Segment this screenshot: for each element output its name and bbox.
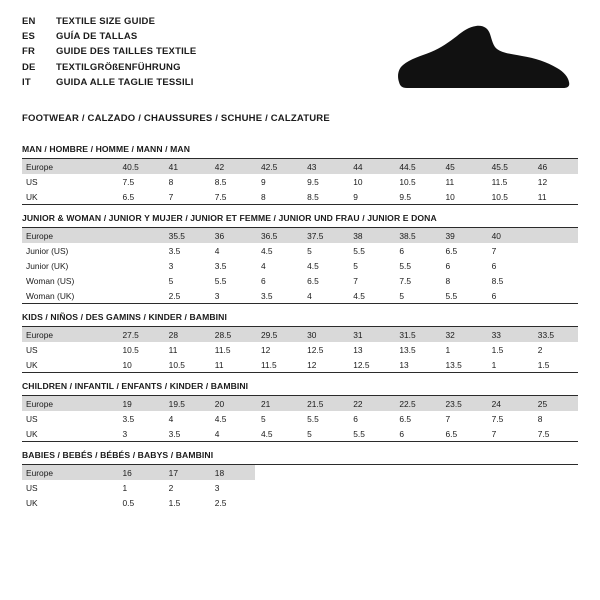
cell: 11.5 xyxy=(260,359,277,370)
cell: 10.5 xyxy=(122,344,139,355)
cell xyxy=(440,465,486,480)
cell: 3 xyxy=(122,428,128,439)
language-code: FR xyxy=(22,46,36,58)
row-label: US xyxy=(26,176,38,187)
row-label: US xyxy=(26,482,38,493)
cell: 10.5 xyxy=(491,191,508,202)
cell: 12 xyxy=(307,359,317,370)
cell: 20 xyxy=(209,396,255,411)
row-label: UK xyxy=(26,497,38,508)
cell: 2 xyxy=(537,344,543,355)
cell: 42.5 xyxy=(255,159,301,174)
cell: 2.5 xyxy=(214,497,227,508)
row-label: UK xyxy=(26,359,38,370)
cell: 6 xyxy=(491,290,497,301)
cell: 40 xyxy=(486,228,532,243)
cell: 7 xyxy=(491,245,497,256)
cell: 4.5 xyxy=(214,413,227,424)
cell: 3.5 xyxy=(260,290,273,301)
cell: 12.5 xyxy=(353,359,370,370)
cell: 5.5 xyxy=(353,245,365,256)
cell xyxy=(347,465,393,480)
row-label: Junior (US) xyxy=(26,245,69,256)
table-row xyxy=(22,288,578,303)
group-title: BABIES / BEBÉS / BÉBÉS / BABYS / BAMBINI xyxy=(22,450,578,465)
cell: 38.5 xyxy=(393,228,439,243)
cell: 6.5 xyxy=(445,428,458,439)
cell xyxy=(255,480,301,495)
cell xyxy=(347,480,393,495)
cell: 0.5 xyxy=(122,497,135,508)
cell: 4 xyxy=(168,413,174,424)
cell: 10.5 xyxy=(399,176,416,187)
group-title: JUNIOR & WOMAN / JUNIOR Y MUJER / JUNIOR ET FEMME / JUNIOR UND FRAU / JUNIOR E DONA xyxy=(22,213,578,228)
cell: 6.5 xyxy=(445,245,458,256)
cell: 4 xyxy=(307,290,312,301)
cell: 5.5 xyxy=(353,428,365,439)
table-row xyxy=(22,396,578,411)
language-code: EN xyxy=(22,16,36,27)
cell: 8 xyxy=(168,176,174,187)
cell: 35.5 xyxy=(163,228,209,243)
cell: 9 xyxy=(260,176,266,187)
row-label: Junior (UK) xyxy=(26,260,69,271)
table-row xyxy=(22,228,578,243)
cell: 3.5 xyxy=(122,413,135,424)
cell xyxy=(532,465,578,480)
language-list xyxy=(22,14,352,90)
table-row xyxy=(22,243,578,258)
cell: 7 xyxy=(353,275,358,286)
cell: 33 xyxy=(486,327,532,342)
cell: 9.5 xyxy=(399,191,412,202)
cell: 19 xyxy=(117,396,163,411)
cell: 7.5 xyxy=(537,428,550,439)
cell: 8.5 xyxy=(491,275,504,286)
cell: 4.5 xyxy=(307,260,319,271)
cell xyxy=(347,495,393,510)
cell: 8.5 xyxy=(307,191,319,202)
cell: 32 xyxy=(440,327,486,342)
cell: 6.5 xyxy=(399,413,412,424)
cell: 6 xyxy=(260,275,266,286)
cell: 40.5 xyxy=(117,159,163,174)
cell: 5.5 xyxy=(399,260,412,271)
cell: 28 xyxy=(163,327,209,342)
cell: 6 xyxy=(399,428,405,439)
cell: 1.5 xyxy=(168,497,181,508)
cell: 36 xyxy=(209,228,255,243)
cell: 21.5 xyxy=(301,396,347,411)
size-table xyxy=(22,465,578,510)
divider xyxy=(22,303,578,304)
cell: 3 xyxy=(168,260,174,271)
cell: 10 xyxy=(353,176,363,187)
cell: 4.5 xyxy=(260,245,273,256)
cell: 44 xyxy=(347,159,393,174)
cell: 13 xyxy=(399,359,409,370)
language-code: DE xyxy=(22,61,36,73)
cell xyxy=(440,495,486,510)
size-group-babies xyxy=(22,450,578,510)
cell: 7 xyxy=(168,191,174,202)
cell: 13.5 xyxy=(399,344,416,355)
cell xyxy=(301,495,347,510)
cell: 7 xyxy=(491,428,497,439)
table-row xyxy=(22,327,578,342)
group-title: CHILDREN / INFANTIL / ENFANTS / KINDER / BAMBINI xyxy=(22,381,578,396)
cell: 29.5 xyxy=(255,327,301,342)
size-table xyxy=(22,396,578,441)
cell: 10 xyxy=(122,359,132,370)
cell: 5 xyxy=(168,275,174,286)
size-table xyxy=(22,228,578,303)
cell xyxy=(532,495,578,510)
cell: 37.5 xyxy=(301,228,347,243)
language-code: ES xyxy=(22,31,36,43)
cell: 1 xyxy=(491,359,497,370)
cell: 6 xyxy=(491,260,497,271)
language-title: GUIDE DES TAILLES TEXTILE xyxy=(56,46,197,58)
group-title: KIDS / NIÑOS / DES GAMINS / KINDER / BAMBINI xyxy=(22,312,578,327)
cell: 46 xyxy=(532,159,578,174)
cell xyxy=(301,465,347,480)
cell xyxy=(393,465,439,480)
cell xyxy=(440,480,486,495)
cell: 38 xyxy=(347,228,393,243)
cell: 43 xyxy=(301,159,347,174)
cell: 18 xyxy=(209,465,255,480)
table-row xyxy=(22,480,578,495)
cell xyxy=(255,465,301,480)
cell: 39 xyxy=(440,228,486,243)
row-label: US xyxy=(26,413,38,424)
cell xyxy=(117,228,163,243)
cell: 12 xyxy=(260,344,271,355)
cell xyxy=(532,480,578,495)
cell: 13.5 xyxy=(445,359,462,370)
cell: 1.5 xyxy=(537,359,550,370)
cell: 19.5 xyxy=(163,396,209,411)
cell: 44.5 xyxy=(393,159,439,174)
dress-shoe-icon xyxy=(387,24,572,96)
language-row xyxy=(22,60,352,75)
cell: 11 xyxy=(445,176,455,187)
cell: 4 xyxy=(214,428,220,439)
row-label: Europe xyxy=(22,327,117,342)
cell: 3.5 xyxy=(168,245,181,256)
cell: 23.5 xyxy=(440,396,486,411)
cell: 3 xyxy=(214,290,220,301)
size-table xyxy=(22,327,578,372)
language-row xyxy=(22,14,352,29)
cell: 24 xyxy=(486,396,532,411)
cell: 4 xyxy=(260,260,266,271)
table-row xyxy=(22,258,578,273)
size-group-junior-woman xyxy=(22,213,578,304)
row-label: UK xyxy=(26,428,38,439)
cell xyxy=(532,228,578,243)
table-row xyxy=(22,357,578,372)
group-title: MAN / HOMBRE / HOMME / MANN / MAN xyxy=(22,144,578,159)
cell: 3.5 xyxy=(168,428,181,439)
cell xyxy=(117,288,163,303)
table-row xyxy=(22,465,578,480)
cell: 12 xyxy=(537,176,548,187)
cell: 6 xyxy=(445,260,451,271)
table-row xyxy=(22,426,578,441)
cell: 21 xyxy=(255,396,301,411)
cell: 5 xyxy=(353,260,358,271)
cell: 7.5 xyxy=(122,176,135,187)
cell: 6 xyxy=(399,245,405,256)
cell: 11 xyxy=(214,359,224,370)
table-row xyxy=(22,174,578,189)
table-row xyxy=(22,342,578,357)
cell: 12.5 xyxy=(307,344,324,355)
divider xyxy=(22,204,578,205)
cell xyxy=(532,243,578,258)
cell: 11.5 xyxy=(491,176,508,187)
cell: 2.5 xyxy=(168,290,181,301)
cell: 45 xyxy=(440,159,486,174)
cell: 6.5 xyxy=(122,191,135,202)
divider xyxy=(22,372,578,373)
divider xyxy=(22,441,578,442)
cell: 5 xyxy=(260,413,266,424)
cell: 9 xyxy=(353,191,358,202)
cell: 27.5 xyxy=(117,327,163,342)
cell: 8 xyxy=(537,413,543,424)
cell: 6 xyxy=(353,413,358,424)
cell: 8 xyxy=(260,191,266,202)
cell xyxy=(393,480,439,495)
cell: 6.5 xyxy=(307,275,319,286)
cell: 17 xyxy=(163,465,209,480)
cell: 8.5 xyxy=(214,176,227,187)
row-label: US xyxy=(26,344,38,355)
cell: 36.5 xyxy=(255,228,301,243)
cell: 5 xyxy=(307,428,312,439)
language-title: GUIDA ALLE TAGLIE TESSILI xyxy=(56,76,194,88)
cell: 11 xyxy=(537,191,547,202)
cell: 5.5 xyxy=(214,275,227,286)
cell xyxy=(532,288,578,303)
row-label: Europe xyxy=(22,396,117,411)
cell xyxy=(393,495,439,510)
cell: 5 xyxy=(399,290,405,301)
cell xyxy=(117,258,163,273)
cell: 5 xyxy=(307,245,312,256)
cell: 10.5 xyxy=(168,359,185,370)
cell: 42 xyxy=(209,159,255,174)
table-row xyxy=(22,159,578,174)
cell: 11 xyxy=(168,344,178,355)
cell xyxy=(117,243,163,258)
cell: 4.5 xyxy=(260,428,273,439)
size-group-man xyxy=(22,144,578,205)
cell: 11.5 xyxy=(214,344,231,355)
row-label: Europe xyxy=(22,228,117,243)
cell: 31 xyxy=(347,327,393,342)
cell: 16 xyxy=(117,465,163,480)
cell xyxy=(255,495,301,510)
row-label: Woman (US) xyxy=(26,275,75,286)
language-code: IT xyxy=(22,76,31,88)
cell: 1.5 xyxy=(491,344,504,355)
category-title: FOOTWEAR / CALZADO / CHAUSSURES / SCHUHE / CALZATURE xyxy=(22,113,330,124)
cell xyxy=(486,465,532,480)
cell: 5.5 xyxy=(445,290,458,301)
size-group-children xyxy=(22,381,578,442)
cell: 8 xyxy=(445,275,451,286)
language-row xyxy=(22,29,352,44)
cell xyxy=(301,480,347,495)
cell: 1 xyxy=(445,344,451,355)
cell: 13 xyxy=(353,344,363,355)
language-title: TEXTILE SIZE GUIDE xyxy=(56,16,156,27)
cell: 7.5 xyxy=(399,275,412,286)
size-table xyxy=(22,159,578,204)
row-label: Europe xyxy=(22,465,117,480)
cell: 45.5 xyxy=(486,159,532,174)
language-title: TEXTILGRÖßENFÜHRUNG xyxy=(56,61,181,73)
language-row xyxy=(22,44,352,59)
cell: 7 xyxy=(445,413,451,424)
cell: 33.5 xyxy=(532,327,578,342)
cell xyxy=(532,258,578,273)
cell: 22.5 xyxy=(393,396,439,411)
document-header xyxy=(22,14,578,96)
cell: 9.5 xyxy=(307,176,319,187)
cell xyxy=(486,480,532,495)
cell: 3 xyxy=(214,482,220,493)
table-row xyxy=(22,189,578,204)
cell: 3.5 xyxy=(214,260,227,271)
cell: 30 xyxy=(301,327,347,342)
language-row xyxy=(22,75,352,90)
cell xyxy=(117,273,163,288)
cell xyxy=(532,273,578,288)
cell: 10 xyxy=(445,191,455,202)
cell: 25 xyxy=(532,396,578,411)
table-row xyxy=(22,495,578,510)
cell: 1 xyxy=(122,482,128,493)
cell: 22 xyxy=(347,396,393,411)
row-label: UK xyxy=(26,191,38,202)
cell: 41 xyxy=(163,159,209,174)
cell: 4 xyxy=(214,245,220,256)
cell: 2 xyxy=(168,482,174,493)
language-title: GUÍA DE TALLAS xyxy=(56,31,138,43)
cell: 7.5 xyxy=(214,191,227,202)
cell: 31.5 xyxy=(393,327,439,342)
table-row xyxy=(22,411,578,426)
cell: 5.5 xyxy=(307,413,319,424)
cell: 28.5 xyxy=(209,327,255,342)
cell: 4.5 xyxy=(353,290,365,301)
table-row xyxy=(22,273,578,288)
row-label: Europe xyxy=(22,159,117,174)
row-label: Woman (UK) xyxy=(26,290,75,301)
size-group-kids xyxy=(22,312,578,373)
cell xyxy=(486,495,532,510)
cell: 7.5 xyxy=(491,413,504,424)
